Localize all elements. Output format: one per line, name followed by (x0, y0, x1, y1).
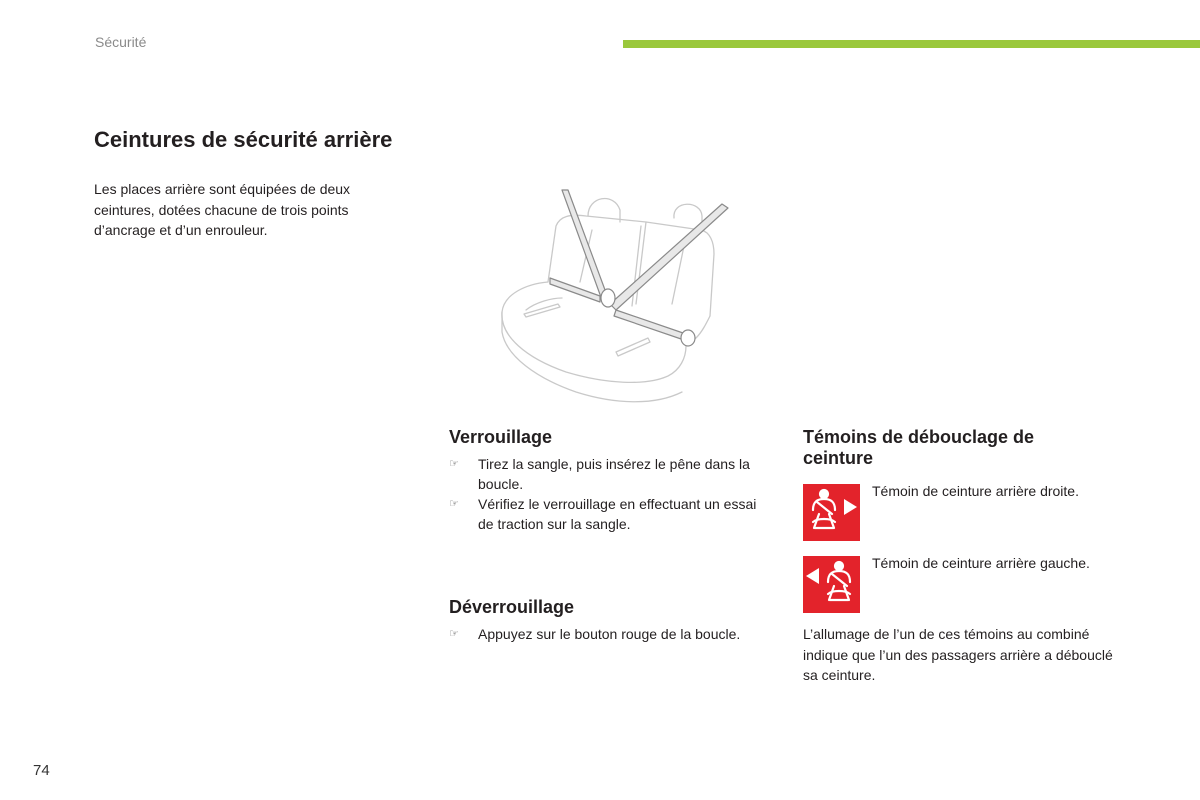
unlocking-steps (449, 624, 789, 644)
list-item: ☞ Vérifiez le verrouillage en effectuant un essai de traction sur la sangle. (449, 496, 757, 532)
hand-pointer-icon: ☞ (449, 498, 459, 510)
page-title: Ceintures de sécurité arrière (94, 127, 393, 152)
indicators-heading: Témoins de débouclage de ceinture (803, 427, 1035, 468)
locking-heading: Verrouillage (449, 427, 553, 447)
header-accent-bar (623, 40, 1200, 48)
rear-right-indicator-label: Témoin de ceinture arrière droite. (872, 483, 1079, 499)
rear-right-seatbelt-warning-icon (803, 484, 860, 541)
section-label: Sécurité (95, 34, 147, 50)
locking-steps (449, 454, 769, 534)
list-item: ☞ Appuyez sur le bouton rouge de la boucle. (449, 626, 741, 642)
page-number: 74 (33, 762, 50, 779)
rear-left-indicator-label: Témoin de ceinture arrière gauche. (872, 555, 1090, 571)
unlocking-heading: Déverrouillage (449, 597, 575, 617)
hand-pointer-icon: ☞ (449, 628, 459, 640)
intro-paragraph: Les places arrière sont équipées de deux ceintures, dotées chacune de trois points d’ancrage et d’un enrouleur. (94, 181, 351, 238)
hand-pointer-icon: ☞ (449, 458, 459, 470)
rear-seat-illustration (496, 186, 736, 408)
indicators-note: L’allumage de l’un de ces témoins au combiné indique que l’un des passagers arrière a débouclé sa ceinture. (803, 626, 1113, 683)
rear-left-seatbelt-warning-icon (803, 556, 860, 613)
list-item: ☞ Tirez la sangle, puis insérez le pêne dans la boucle. (449, 456, 750, 492)
